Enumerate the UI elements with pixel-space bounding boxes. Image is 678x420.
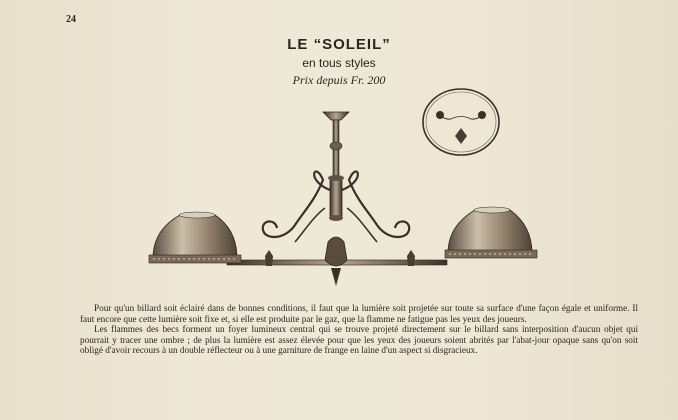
page-subtitle: en tous styles: [302, 56, 376, 70]
page-number: 24: [66, 14, 76, 25]
paragraph: Les flammes des becs forment un foyer lumineux central qui se trouve projeté directement sur le billard sans interposition d'aucun objet qui pourrait y tracer une ombre ; de plus la lumière est assez élevée pour que les yeux des joueurs soient abrités par l'abat-jour opaque sans qu'on soit obligé d'avoir recours à un double réflecteur ou à une garniture de frange en laine d'un aspect si disgracieux.: [80, 324, 638, 356]
price-line: Prix depuis Fr. 200: [292, 73, 386, 87]
paragraph: Pour qu'un billard soit éclairé dans de bonnes conditions, il faut que la lumière soit projetée sur toute sa surface d'une façon égale et uniforme. Il faut encore que cette lumière soit fixe et, si elle est produite par le gaz, que la flamme ne fatigue pas les yeux des joueurs.: [80, 303, 638, 324]
description-text: [80, 303, 638, 356]
page-title: LE “SOLEIL”: [287, 36, 391, 53]
billiard-lamp-illustration: [145, 90, 545, 290]
